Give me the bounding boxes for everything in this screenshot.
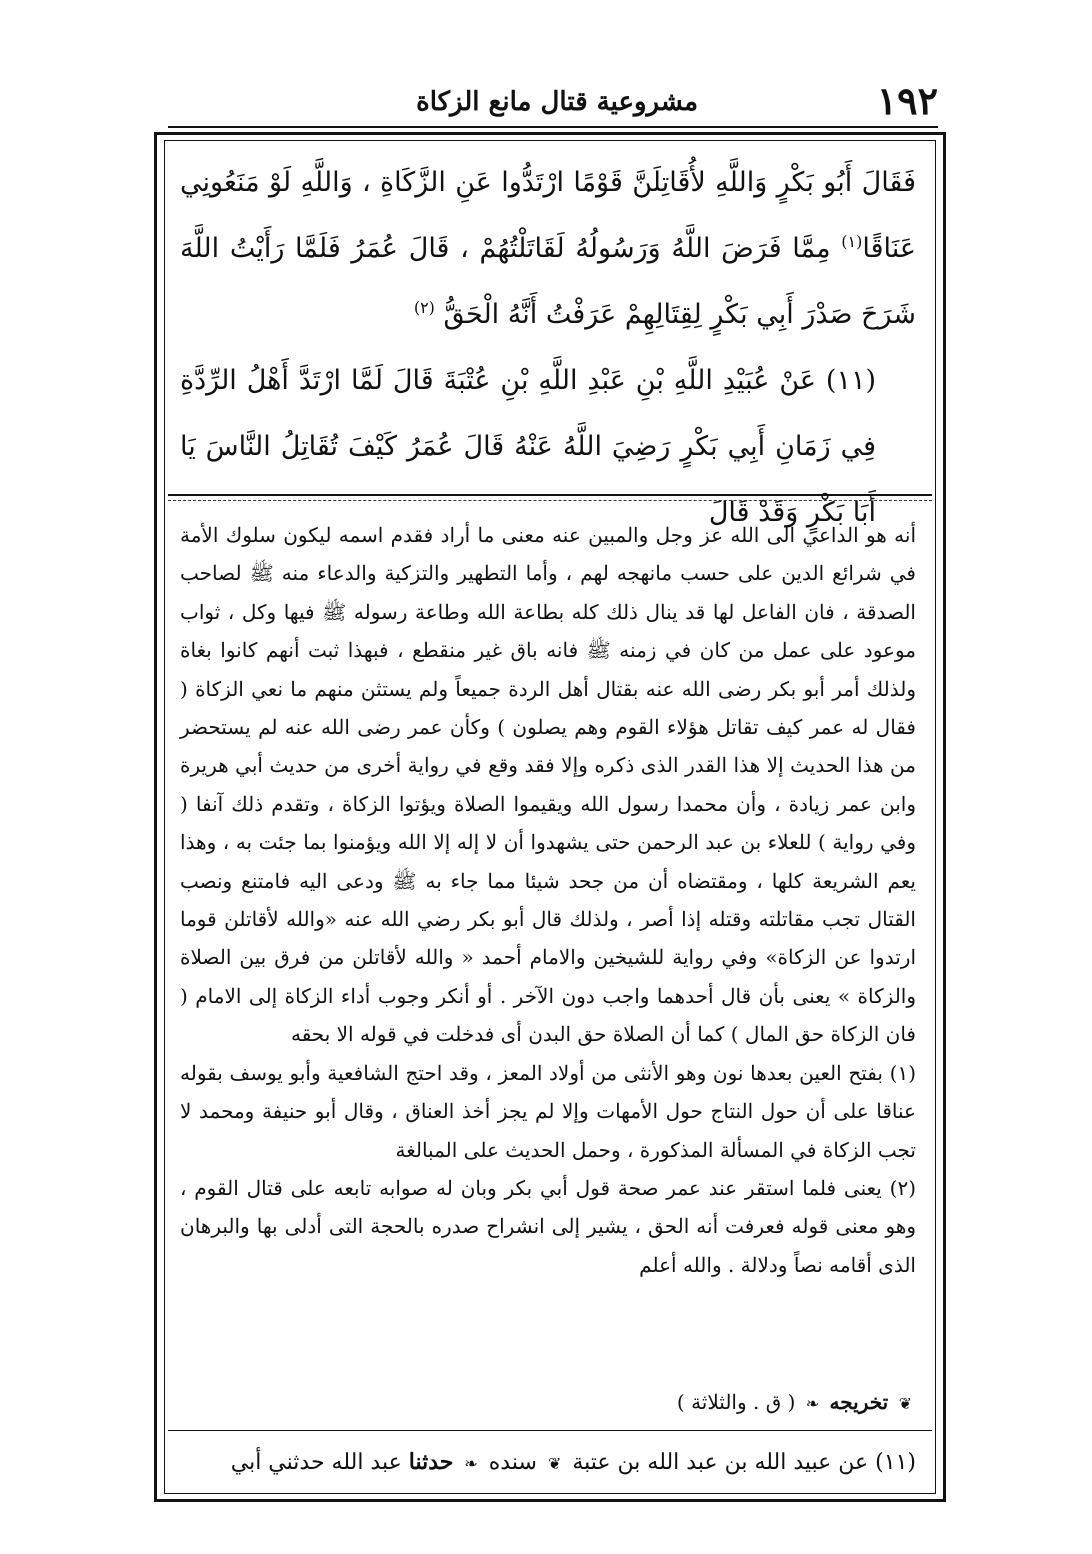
- hadith-text-continuation: مِمَّا فَرَضَ اللَّهُ وَرَسُولُهُ لَقَاتَلْتُهُمْ ، قَالَ عُمَرُ فَلَمَّا رَأَيْتُ اللَّهَ شَرَحَ صَدْرَ أَبِي بَكْرٍ لِقِتَالِهِمْ عَرَفْتُ أَنَّهُ الْحَقُّ: [180, 233, 916, 330]
- footnote-marker-1: (١): [841, 232, 863, 251]
- text-commentary-divider: [168, 494, 932, 504]
- hadith-text-line: فَقَالَ أَبُو بَكْرٍ وَاللَّهِ لأُقَاتِلَنَّ قَوْمًا ارْتَدُّوا عَنِ الزَّكَاةِ ، وَاللَّهِ لَوْ مَنَعُونِي عَنَاقًا: [180, 167, 916, 264]
- bottom-rule: [168, 1430, 932, 1431]
- ornament-icon: ❧: [805, 1394, 820, 1413]
- footnote-1: (١) بفتح العين بعدها نون وهو الأنثى من أولاد المعز ، وقد احتج الشافعية وأبو يوسف بقوله عناقا على أن حول النتاج حول الأمهات وإلا لم يجز أخذ العناق ، وقال أبو حنيفة ومحمد لا تجب الزكاة في المسألة المذكورة ، وحمل الحديث على المبالغة: [180, 1060, 916, 1162]
- takhrij-label: تخريجه: [829, 1390, 889, 1414]
- ornament-icon: ❦: [898, 1394, 912, 1413]
- sanad-label: سنده: [488, 1450, 537, 1475]
- ornament-icon: ❦: [547, 1454, 562, 1473]
- takhrij-line: [180, 1382, 916, 1424]
- running-title: مشروعية قتال مانع الزكاة: [416, 87, 698, 117]
- hadith-paragraph-11: (١١) عَنْ عُبَيْدِ اللَّهِ بْنِ عَبْدِ اللَّهِ بْنِ عُتْبَةَ قَالَ لَمَّا ارْتَدَّ أَهْلُ الرِّدَّةِ فِي زَمَانِ أَبِي بَكْرٍ رَضِيَ اللَّهُ عَنْهُ قَالَ عُمَرُ كَيْفَ تُقَاتِلُ النَّاسَ يَا أَبَا بَكْرٍ وَقَدْ قَالَ: [180, 365, 876, 528]
- page-number: ١٩٢: [876, 78, 938, 123]
- commentary-block: [180, 516, 916, 1284]
- haddathana-label: حدثنا: [408, 1449, 454, 1475]
- footnote-2: (٢) يعنى فلما استقر عند عمر صحة قول أبي بكر وبان له صوابه تابعه على قتال القوم ، وهو معنى قوله فعرفت أنه الحق ، يشير إلى انشراح صدره بالحجة التى أدلى بها والبرهان الذى أقامه نصاً ودلالة . والله أعلم: [180, 1175, 916, 1277]
- ornament-icon: ❧: [464, 1454, 478, 1473]
- header-rule: [168, 126, 938, 128]
- isnad-narrator: عن عبيد الله بن عبد الله بن عتبة: [572, 1450, 869, 1475]
- hadith-text: [180, 150, 916, 546]
- isnad-chain: عبد الله حدثني أبي: [230, 1450, 402, 1475]
- page-header: [168, 78, 938, 124]
- commentary-paragraph: أنه هو الداعي الى الله عز وجل والمبين عنه معنى ما أراد فقدم اسمه ليكون سلوك الأمة في شرائع الدين على حسب مانهجه لهم ، وأما التطهير والتزكية والدعاء منه ﷺ لصاحب الصدقة ، فان الفاعل لها قد ينال ذلك كله بطاعة الله وطاعة رسوله ﷺ فيها وكل ، ثواب موعود على عمل من كان في زمنه ﷺ فانه باق غير منقطع ، فبهذا ثبت أنهم كانوا بغاة ولذلك أمر أبو بكر رضى الله عنه بقتال أهل الردة جميعاً ولم يستثن منهم ما نعي الزكاة ( فقال له عمر كيف تقاتل هؤلاء القوم وهم يصلون ) وكأن عمر رضى الله عنه لم يستحضر من هذا الحديث إلا هذا القدر الذى ذكره وإلا فقد وقع في رواية أخرى من حديث أبي هريرة وابن عمر زيادة ، وأن محمدا رسول الله ويقيموا الصلاة ويؤتوا الزكاة ، وتقدم ذلك آنفا ( وفي رواية ) للعلاء بن عبد الرحمن حتى يشهدوا أن لا إله إلا الله ويؤمنوا بما جئت به ، وهذا يعم الشريعة كلها ، ومقتضاه أن من جحد شيئا مما جاء به ﷺ ودعى اليه فامتنع ونصب القتال تجب مقاتلته وقتله إذا أصر ، ولذلك قال أبو بكر رضي الله عنه «والله لأقاتلن قوما ارتدوا عن الزكاة» وفي رواية للشيخين والامام أحمد « والله لأقاتلن من فرق بين الصلاة والزكاة » يعنى بأن قال أحدهما واجب دون الآخر . أو أنكر وجوب أداء الزكاة إلى الامام ( فان الزكاة حق المال ) كما أن الصلاة حق البدن أى فدخلت في قوله الا بحقه: [180, 523, 916, 1047]
- footnote-marker-2: (٢): [413, 298, 435, 317]
- takhrij-value: ( ق . والثلاثة ): [676, 1390, 796, 1414]
- isnad-line: [180, 1436, 916, 1490]
- hadith-paragraph-1: [180, 150, 916, 348]
- divider-line: [168, 494, 932, 496]
- hadith-number: (١١): [875, 1450, 916, 1475]
- divider-dashed-line: [168, 500, 932, 501]
